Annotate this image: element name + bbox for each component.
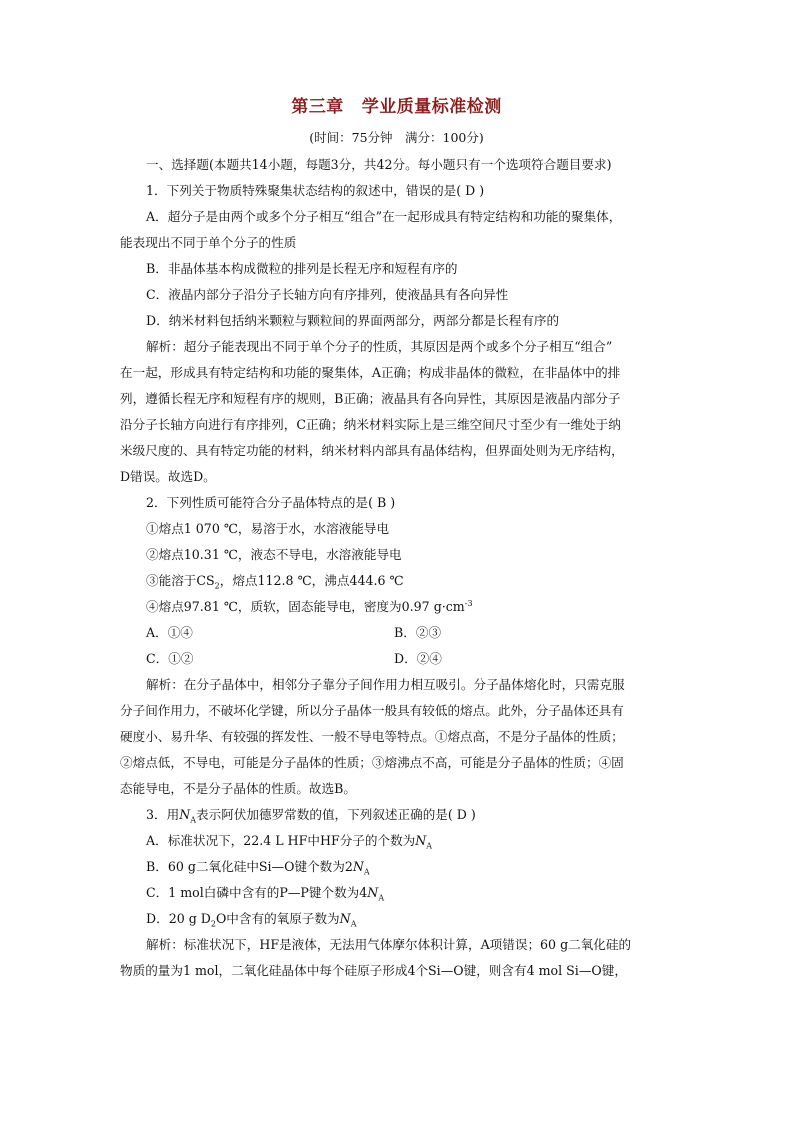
subscript: A	[350, 919, 357, 929]
q2-item-3-text-rest: ，熔点112.8 ℃，沸点444.6 ℃	[219, 573, 404, 588]
q3-option-d	[120, 906, 673, 932]
q1-explanation-line: 沿分子长轴方向进行有序排列，C正确；纳米材料实际上是三维空间尺寸至少有一维处于纳	[120, 417, 621, 432]
q2-explanation-line: 硬度小、易升华、有较强的挥发性、一般不导电等特点。①熔点高，不是分子晶体的性质；	[120, 729, 624, 744]
chapter-name: 学业质量标准检测	[361, 97, 502, 117]
subscript: A	[426, 841, 433, 851]
q3-option-b-text: B．60 g二氧化硅中Si—O键个数为2	[146, 859, 353, 874]
q2-option-a: A．①④	[146, 625, 193, 640]
q1-explanation-line: 解析：超分子能表现出不同于单个分子的性质，其原因是两个或多个分子相互“组合”	[146, 339, 613, 354]
q3-option-d-text: D．20 g D	[146, 911, 211, 926]
q2-option-b: B．②③	[394, 625, 442, 640]
q2-explanation-line: 分子间作用力，不破坏化学键，所以分子晶体一般具有较低的熔点。此外，分子晶体还具有	[120, 703, 624, 718]
q2-options-row	[120, 620, 673, 646]
q2-option-c: C．①②	[146, 651, 194, 666]
exam-info: (时间：75分钟 满分：100分)	[309, 130, 484, 145]
q1-stem: 1．下列关于物质特殊聚集状态结构的叙述中，错误的是( D )	[146, 183, 485, 198]
subscript: A	[363, 867, 370, 877]
avogadro-symbol: N	[179, 807, 191, 822]
document-page	[120, 92, 673, 984]
q1-explanation-line: 在一起，形成具有特定结构和功能的聚集体，A正确；构成非晶体的微粒，在非晶体中的排	[120, 365, 621, 380]
superscript: -3	[464, 598, 473, 608]
q3-stem-text: 3．用	[146, 807, 180, 822]
q2-explanation-line: 态能导电，不是分子晶体的性质。故选B。	[120, 781, 356, 796]
subscript: 2	[210, 919, 216, 929]
q3-option-c-text: C．1 mol白磷中含有的P—P键个数为4	[146, 885, 368, 900]
subscript: 2	[214, 581, 220, 591]
q3-option-d-text-rest: O中含有的氧原子数为	[215, 911, 340, 926]
subscript: A	[190, 815, 197, 825]
q2-item-3	[120, 568, 673, 594]
q1-explanation-line: 米级尺度的、具有特定功能的材料，纳米材料内部具有晶体结构，但界面处则为无序结构，	[120, 443, 624, 458]
avogadro-symbol: N	[415, 833, 427, 848]
avogadro-symbol: N	[367, 885, 379, 900]
q3-option-a-text: A．标准状况下，22.4 L HF中HF分子的个数为	[146, 833, 416, 848]
q2-item-3-text: ③能溶于CS	[146, 573, 215, 588]
q2-explanation-line: ②熔点低，不导电，可能是分子晶体的性质；③熔沸点不高，可能是分子晶体的性质；④固	[120, 755, 624, 770]
q1-option-a: A．超分子是由两个或多个分子相互“组合”在一起形成具有特定结构和功能的聚集体，	[146, 209, 622, 224]
q3-explanation-line: 物质的量为1 mol，二氧化硅晶体中每个硅原子形成4个Si—O键，则含有4 mol Si—O键，	[120, 963, 627, 978]
q2-item-2: ②熔点10.31 ℃，液态不导电，水溶液能导电	[146, 547, 402, 562]
q2-item-1: ①熔点1 070 ℃，易溶于水，水溶液能导电	[146, 521, 390, 536]
chapter-label: 第三章	[291, 97, 344, 117]
q3-stem	[120, 802, 673, 828]
q3-option-c	[120, 880, 673, 906]
q1-explanation-line: D错误。故选D。	[120, 469, 216, 484]
q2-item-4	[120, 594, 673, 620]
subscript: A	[378, 893, 385, 903]
q2-stem: 2．下列性质可能符合分子晶体特点的是( B )	[146, 495, 396, 510]
avogadro-symbol: N	[339, 911, 351, 926]
q1-option-d: D．纳米材料包括纳米颗粒与颗粒间的界面两部分，两部分都是长程有序的	[146, 313, 560, 328]
q2-option-d: D．②④	[394, 651, 442, 666]
q3-option-b	[120, 854, 673, 880]
q3-option-a	[120, 828, 673, 854]
q2-explanation-line: 解析：在分子晶体中，相邻分子靠分子间作用力相互吸引。分子晶体熔化时，只需克服	[146, 677, 625, 692]
q3-explanation-line: 解析：标准状况下，HF是液体，无法用气体摩尔体积计算，A项错误；60 g二氧化硅的	[146, 937, 632, 952]
page-title	[120, 92, 673, 122]
q1-option-a-cont: 能表现出不同于单个分子的性质	[120, 235, 297, 250]
q3-stem-text-rest: 表示阿伏加德罗常数的值，下列叙述正确的是( D )	[196, 807, 476, 822]
q2-options-row	[120, 646, 673, 672]
avogadro-symbol: N	[352, 859, 364, 874]
q1-option-c: C．液晶内部分子沿分子长轴方向有序排列，使液晶具有各向异性	[146, 287, 509, 302]
q2-item-4-text: ④熔点97.81 ℃，质软，固态能导电，密度为0.97 g·cm	[146, 599, 465, 614]
q1-option-b: B．非晶体基本构成微粒的排列是长程无序和短程有序的	[146, 261, 458, 276]
q1-explanation-line: 列，遵循长程无序和短程有序的规则，B正确；液晶具有各向异性，其原因是液晶内部分子	[120, 391, 621, 406]
section-heading: 一、选择题(本题共14小题，每题3分，共42分。每小题只有一个选项符合题目要求)	[146, 157, 612, 172]
